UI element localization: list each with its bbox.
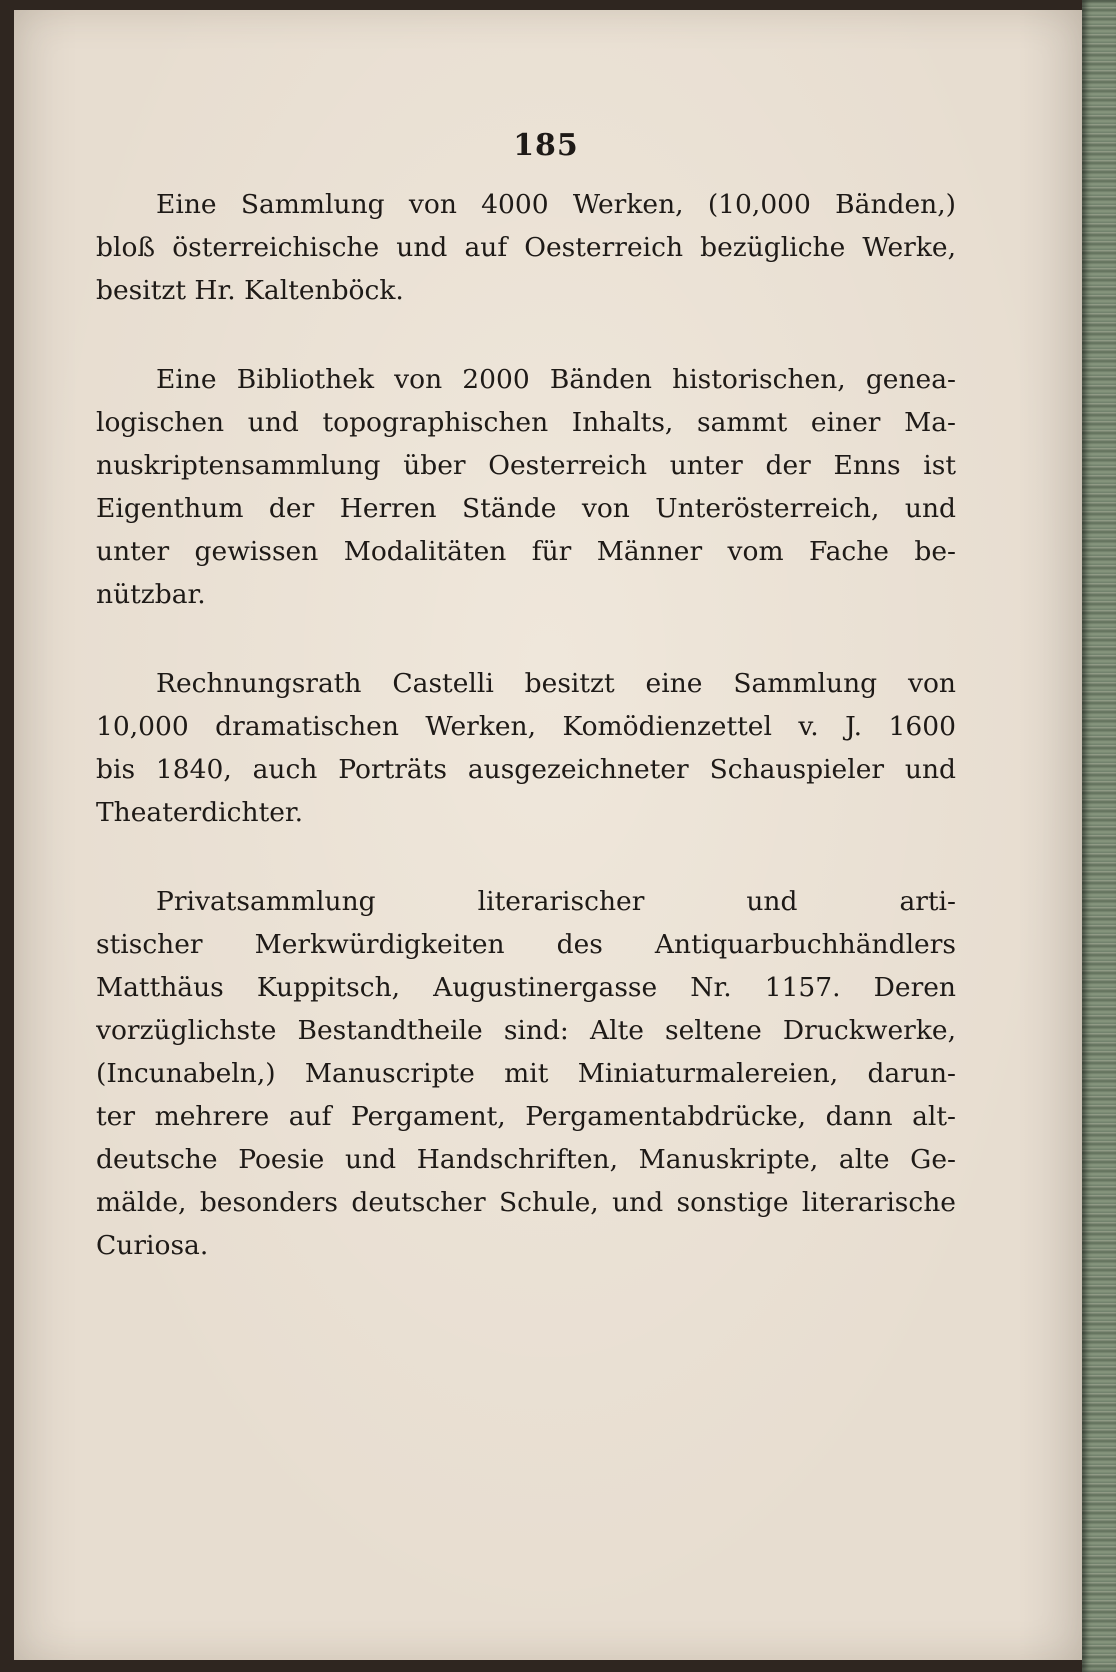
text-line: stischer Merkwürdigkeiten des Antiquarbuchhändlers (96, 929, 956, 960)
text-line: logischen und topographischen Inhalts, sammt einer Ma- (96, 407, 956, 438)
text-line: nuskriptensammlung über Oesterreich unter der Enns ist (96, 450, 956, 481)
text-line: Eine Bibliothek von 2000 Bänden historischen, genea- (156, 364, 956, 395)
text-line: 10,000 dramatischen Werken, Komödienzettel v. J. 1600 (96, 711, 956, 742)
page-content (96, 128, 956, 1267)
text-line: Rechnungsrath Castelli besitzt eine Sammlung von (156, 668, 956, 699)
paragraph-kuppitsch (96, 880, 956, 1267)
text-line: bloß österreichische und auf Oesterreich bezügliche Werke, (96, 232, 956, 263)
text-line: Eigenthum der Herren Stände von Unterösterreich, und (96, 493, 956, 524)
text-line: vorzüglichste Bestandtheile sind: Alte seltene Druckwerke, (96, 1015, 956, 1046)
text-line: ter mehrere auf Pergament, Pergamentabdrücke, dann alt- (96, 1101, 956, 1132)
text-line: unter gewissen Modalitäten für Männer vom Fache be- (96, 536, 956, 567)
text-line: bis 1840, auch Porträts ausgezeichneter Schauspieler und (96, 754, 956, 785)
text-line: mälde, besonders deutscher Schule, und sonstige literarische (96, 1187, 956, 1218)
paragraph-castelli (96, 662, 956, 834)
text-line: (Incunabeln,) Manuscripte mit Miniaturmalereien, darun- (96, 1058, 956, 1089)
text-line: besitzt Hr. Kaltenböck. (96, 275, 404, 306)
text-line: Theaterdichter. (96, 797, 304, 828)
text-line: Privatsammlung literarischer und arti- (156, 886, 956, 917)
text-line: Curiosa. (96, 1230, 209, 1261)
text-line: Matthäus Kuppitsch, Augustinergasse Nr. 1157. Deren (96, 972, 956, 1003)
text-line: nützbar. (96, 579, 206, 610)
text-line: Eine Sammlung von 4000 Werken, (10,000 Bänden,) (156, 189, 956, 220)
paragraph-kaltenboeck (96, 183, 956, 312)
paragraph-staende-bibliothek (96, 358, 956, 616)
text-line: deutsche Poesie und Handschriften, Manuskripte, alte Ge- (96, 1144, 956, 1175)
book-edge (1082, 0, 1116, 1672)
page-number: 185 (513, 128, 579, 163)
